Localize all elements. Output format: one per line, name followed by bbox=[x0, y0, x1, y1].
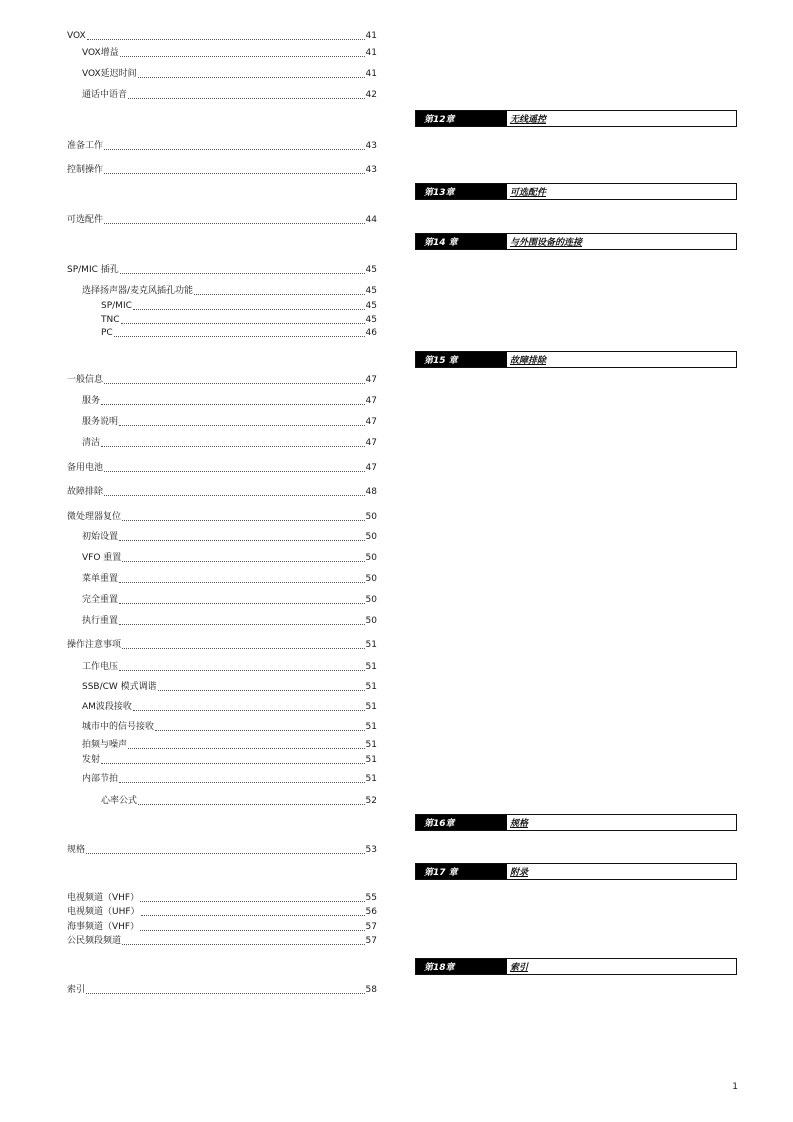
toc-entry-label: 选择扬声器/麦克风插孔功能 bbox=[82, 286, 194, 296]
toc-entry bbox=[82, 396, 377, 407]
dot-leader bbox=[119, 624, 365, 625]
toc-entry-page: 50 bbox=[365, 574, 377, 584]
toc-entry-page: 41 bbox=[365, 48, 377, 58]
dot-leader bbox=[194, 294, 365, 295]
toc-entry-label: PC bbox=[101, 328, 113, 338]
toc-entry-page: 47 bbox=[365, 417, 377, 427]
chapter-number: 第14 章 bbox=[416, 234, 507, 249]
toc-entry bbox=[67, 512, 377, 523]
toc-entry-label: 故障排除 bbox=[67, 487, 104, 497]
toc-entry-label: VOX延迟时间 bbox=[82, 69, 137, 79]
toc-entry bbox=[82, 755, 377, 766]
chapter-number: 第13章 bbox=[416, 184, 507, 199]
toc-entry-page: 47 bbox=[365, 375, 377, 385]
toc-entry-label: 控制操作 bbox=[67, 165, 104, 175]
dot-leader bbox=[140, 901, 364, 902]
dot-leader bbox=[101, 763, 365, 764]
dot-leader bbox=[114, 336, 365, 337]
toc-entry-page: 46 bbox=[365, 328, 377, 338]
toc-entry-label: 微处理器复位 bbox=[67, 512, 122, 522]
toc-entry bbox=[82, 662, 377, 673]
dot-leader bbox=[104, 471, 365, 472]
toc-entry-page: 47 bbox=[365, 463, 377, 473]
chapter-heading bbox=[415, 351, 737, 368]
toc-entry-label: 索引 bbox=[67, 985, 86, 995]
dot-leader bbox=[119, 582, 365, 583]
chapter-heading bbox=[415, 183, 737, 200]
chapter-title: 故障排除 bbox=[510, 356, 547, 366]
dot-leader bbox=[119, 670, 365, 671]
dot-leader bbox=[119, 540, 365, 541]
toc-entry bbox=[101, 796, 377, 807]
toc-entry bbox=[67, 845, 377, 856]
dot-leader bbox=[104, 383, 365, 384]
toc-entry-page: 45 bbox=[365, 315, 377, 325]
toc-entry-label: 备用电池 bbox=[67, 463, 104, 473]
toc-entry-label: 初始设置 bbox=[82, 532, 119, 542]
toc-entry-label: 可选配件 bbox=[67, 215, 104, 225]
toc-entry bbox=[82, 682, 377, 693]
toc-entry-page: 53 bbox=[365, 845, 377, 855]
chapter-number: 第18章 bbox=[416, 959, 507, 974]
toc-entry bbox=[101, 328, 377, 339]
dot-leader bbox=[87, 39, 365, 40]
toc-entry-page: 44 bbox=[365, 215, 377, 225]
toc-entry-label: 清洁 bbox=[82, 438, 101, 448]
toc-entry-page: 51 bbox=[365, 640, 377, 650]
toc-entry-label: 发射 bbox=[82, 755, 101, 765]
dot-leader bbox=[86, 993, 365, 994]
toc-entry bbox=[67, 487, 377, 498]
toc-entry-page: 41 bbox=[365, 31, 377, 41]
chapter-number: 第12章 bbox=[416, 111, 507, 126]
toc-entry bbox=[67, 640, 377, 651]
toc-entry-label: 公民频段频道 bbox=[67, 936, 122, 946]
dot-leader bbox=[119, 425, 365, 426]
toc-entry-page: 51 bbox=[365, 740, 377, 750]
dot-leader bbox=[120, 273, 365, 274]
toc-entry bbox=[82, 90, 377, 101]
toc-entry bbox=[67, 936, 377, 947]
dot-leader bbox=[155, 730, 365, 731]
dot-leader bbox=[86, 853, 365, 854]
toc-entry bbox=[67, 31, 377, 42]
chapter-number: 第17 章 bbox=[416, 864, 507, 879]
toc-entry bbox=[82, 553, 377, 564]
toc-entry-page: 50 bbox=[365, 616, 377, 626]
toc-entry-page: 45 bbox=[365, 265, 377, 275]
chapter-heading bbox=[415, 814, 737, 831]
toc-entry-page: 47 bbox=[365, 438, 377, 448]
dot-leader bbox=[104, 223, 365, 224]
chapter-heading bbox=[415, 233, 737, 250]
toc-entry-page: 56 bbox=[365, 907, 377, 917]
chapter-heading bbox=[415, 110, 737, 127]
chapter-number: 第16章 bbox=[416, 815, 507, 830]
toc-entry-page: 52 bbox=[365, 796, 377, 806]
toc-entry-page: 50 bbox=[365, 553, 377, 563]
toc-entry-label: SP/MIC bbox=[101, 301, 132, 311]
dot-leader bbox=[133, 710, 365, 711]
dot-leader bbox=[104, 173, 365, 174]
toc-entry bbox=[82, 740, 377, 751]
toc-entry-label: 执行重置 bbox=[82, 616, 119, 626]
toc-entry bbox=[67, 985, 377, 996]
toc-entry bbox=[82, 702, 377, 713]
toc-entry bbox=[67, 265, 377, 276]
toc-entry-label: 操作注意事项 bbox=[67, 640, 122, 650]
toc-entry-label: 心率公式 bbox=[101, 796, 138, 806]
dot-leader bbox=[122, 648, 365, 649]
chapter-title: 附录 bbox=[510, 868, 529, 878]
toc-entry-page: 47 bbox=[365, 396, 377, 406]
dot-leader bbox=[158, 690, 365, 691]
chapter-title: 索引 bbox=[510, 963, 529, 973]
dot-leader bbox=[104, 495, 365, 496]
toc-entry-page: 50 bbox=[365, 512, 377, 522]
toc-entry-page: 57 bbox=[365, 936, 377, 946]
toc-entry-page: 58 bbox=[365, 985, 377, 995]
toc-entry bbox=[82, 417, 377, 428]
toc-entry bbox=[101, 301, 377, 312]
toc-entry bbox=[67, 375, 377, 386]
dot-leader bbox=[104, 149, 365, 150]
dot-leader bbox=[133, 309, 365, 310]
chapter-heading bbox=[415, 958, 737, 975]
toc-entry-page: 57 bbox=[365, 922, 377, 932]
toc-entry-label: 完全重置 bbox=[82, 595, 119, 605]
toc-entry bbox=[67, 165, 377, 176]
dot-leader bbox=[122, 520, 365, 521]
toc-entry bbox=[82, 722, 377, 733]
toc-entry-page: 42 bbox=[365, 90, 377, 100]
toc-entry bbox=[82, 438, 377, 449]
toc-entry-label: 一般信息 bbox=[67, 375, 104, 385]
toc-entry-label: 内部节拍 bbox=[82, 774, 119, 784]
toc-entry-page: 55 bbox=[365, 893, 377, 903]
toc-entry-page: 45 bbox=[365, 301, 377, 311]
toc-entry-label: 海事频道（VHF） bbox=[67, 922, 140, 932]
dot-leader bbox=[122, 561, 364, 562]
toc-entry bbox=[82, 532, 377, 543]
toc-entry-page: 51 bbox=[365, 722, 377, 732]
toc-entry-page: 51 bbox=[365, 682, 377, 692]
dot-leader bbox=[128, 98, 365, 99]
toc-entry-page: 51 bbox=[365, 774, 377, 784]
toc-entry-label: 服务说明 bbox=[82, 417, 119, 427]
dot-leader bbox=[121, 323, 365, 324]
toc-entry bbox=[82, 286, 377, 297]
dot-leader bbox=[101, 404, 365, 405]
chapter-number: 第15 章 bbox=[416, 352, 507, 367]
page-number: 1 bbox=[732, 1082, 738, 1092]
chapter-heading bbox=[415, 863, 737, 880]
dot-leader bbox=[138, 804, 365, 805]
dot-leader bbox=[141, 915, 365, 916]
toc-entry-page: 48 bbox=[365, 487, 377, 497]
toc-entry bbox=[101, 315, 377, 326]
toc-entry-page: 51 bbox=[365, 755, 377, 765]
toc-entry-label: 城市中的信号接收 bbox=[82, 722, 155, 732]
toc-entry-page: 45 bbox=[365, 286, 377, 296]
toc-entry bbox=[82, 69, 377, 80]
chapter-title: 与外围设备的连接 bbox=[510, 238, 583, 248]
toc-entry-page: 50 bbox=[365, 595, 377, 605]
toc-entry bbox=[82, 774, 377, 785]
toc-entry-label: 通话中语音 bbox=[82, 90, 128, 100]
toc-entry bbox=[82, 595, 377, 606]
toc-entry-label: 规格 bbox=[67, 845, 86, 855]
toc-entry bbox=[67, 907, 377, 918]
toc-entry-page: 43 bbox=[365, 141, 377, 151]
toc-entry-label: 服务 bbox=[82, 396, 101, 406]
toc-entry-label: VFO 重置 bbox=[82, 553, 122, 563]
toc-entry bbox=[67, 922, 377, 933]
dot-leader bbox=[128, 748, 365, 749]
toc-entry bbox=[67, 141, 377, 152]
toc-entry-label: 拍频与噪声 bbox=[82, 740, 128, 750]
toc-entry-page: 51 bbox=[365, 702, 377, 712]
toc-entry-label: 电视频道（VHF） bbox=[67, 893, 140, 903]
toc-entry-page: 51 bbox=[365, 662, 377, 672]
toc-entry-page: 43 bbox=[365, 165, 377, 175]
toc-entry-label: SP/MIC 插孔 bbox=[67, 265, 119, 275]
toc-entry-label: VOX bbox=[67, 31, 86, 41]
chapter-title: 规格 bbox=[510, 819, 529, 829]
toc-entry-label: 工作电压 bbox=[82, 662, 119, 672]
dot-leader bbox=[140, 930, 364, 931]
toc-entry bbox=[82, 48, 377, 59]
toc-entry bbox=[67, 463, 377, 474]
chapter-title: 可选配件 bbox=[510, 188, 547, 198]
toc-entry-label: TNC bbox=[101, 315, 120, 325]
dot-leader bbox=[101, 446, 365, 447]
toc-entry-page: 50 bbox=[365, 532, 377, 542]
toc-entry-label: 准备工作 bbox=[67, 141, 104, 151]
dot-leader bbox=[138, 77, 365, 78]
toc-entry bbox=[82, 574, 377, 585]
toc-entry-label: 菜单重置 bbox=[82, 574, 119, 584]
dot-leader bbox=[119, 603, 365, 604]
toc-entry-label: VOX增益 bbox=[82, 48, 119, 58]
dot-leader bbox=[119, 782, 365, 783]
chapter-title: 无线遥控 bbox=[510, 115, 547, 125]
toc-entry bbox=[82, 616, 377, 627]
toc-entry bbox=[67, 215, 377, 226]
toc-entry-label: AM波段接收 bbox=[82, 702, 132, 712]
toc-entry bbox=[67, 893, 377, 904]
toc-entry-page: 41 bbox=[365, 69, 377, 79]
toc-entry-label: 电视频道（UHF） bbox=[67, 907, 140, 917]
dot-leader bbox=[122, 944, 365, 945]
toc-entry-label: SSB/CW 模式调谐 bbox=[82, 682, 157, 692]
dot-leader bbox=[120, 56, 365, 57]
